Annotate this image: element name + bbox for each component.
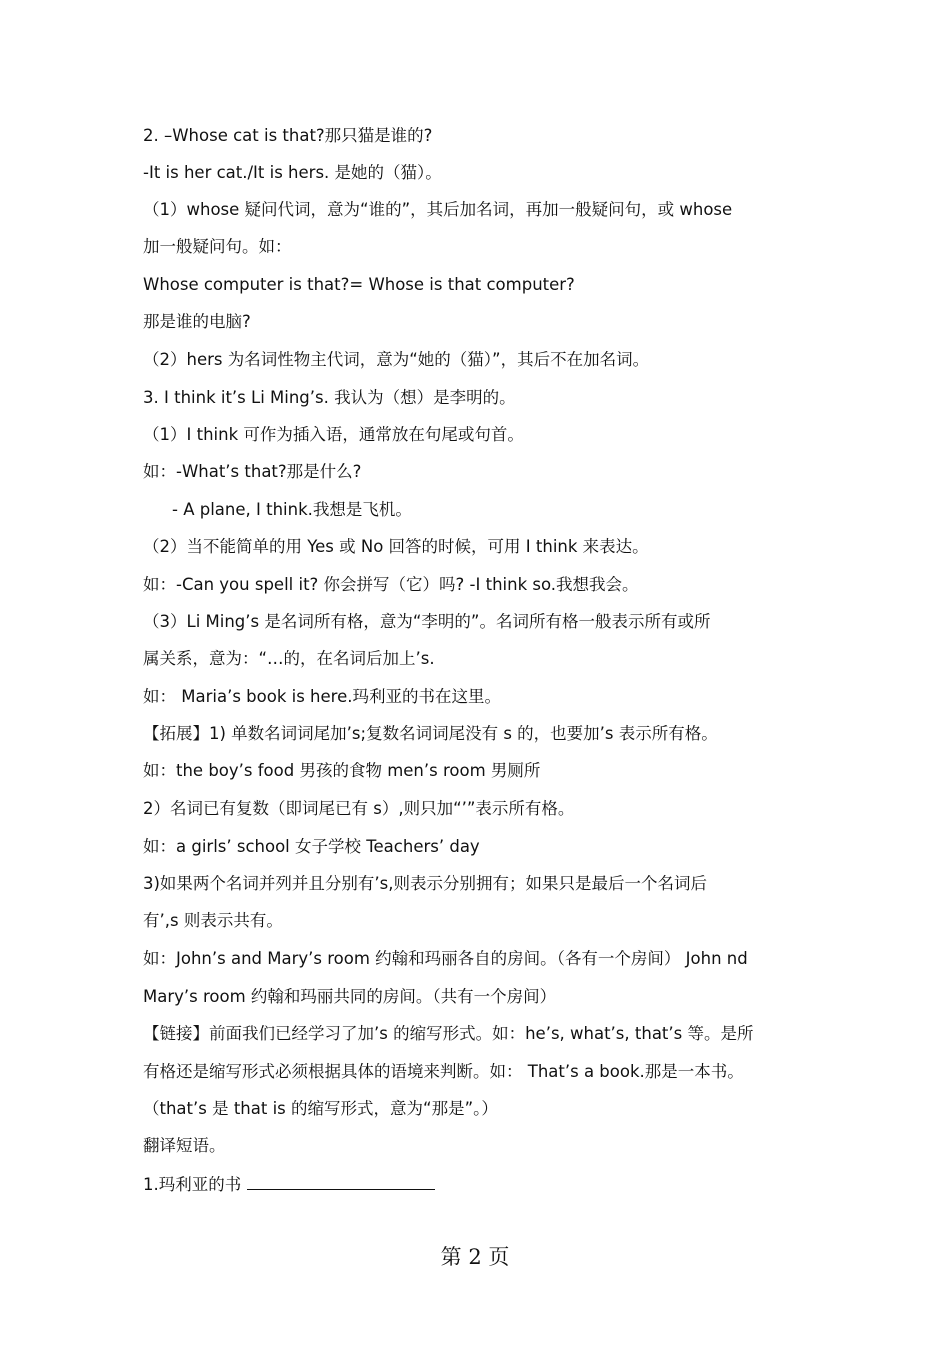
text-line: 如： Maria’s book is here.玛利亚的书在这里。	[143, 687, 501, 706]
text-line: 如：-What’s that?那是什么?	[143, 462, 362, 481]
text-line: （1）I think 可作为插入语，通常放在句尾或句首。	[143, 425, 524, 444]
text-line: 有’,s 则表示共有。	[143, 911, 283, 930]
exercise-item	[143, 1173, 808, 1196]
text-line: 那是谁的电脑?	[143, 312, 251, 331]
text-line: （1）whose 疑问代词，意为“谁的”，其后加名词，再加一般疑问句，或 whose	[143, 200, 733, 219]
text-line: 有格还是缩写形式必须根据具体的语境来判断。如： That’s a book.那是一本书。	[143, 1062, 744, 1081]
text-line: Mary’s room 约翰和玛丽共同的房间。（共有一个房间）	[143, 987, 557, 1006]
text-line: （2）hers 为名词性物主代词，意为“她的（猫）”，其后不在加名词。	[143, 350, 650, 369]
text-line: 翻译短语。	[143, 1136, 226, 1155]
text-line: 属关系，意为：“…的，在名词后加上’s.	[143, 649, 435, 668]
text-line: 【拓展】1) 单数名词词尾加’s;复数名词词尾没有 s 的，也要加’s 表示所有格。	[143, 724, 718, 743]
text-line: （that’s 是 that is 的缩写形式，意为“那是”。）	[143, 1099, 498, 1118]
text-line: 如：a girls’ school 女子学校 Teachers’ day	[143, 837, 480, 856]
page-number: 第 2 页	[440, 1245, 510, 1269]
text-line: 如：the boy’s food 男孩的食物 men’s room 男厕所	[143, 761, 541, 780]
text-line: 【链接】前面我们已经学习了加’s 的缩写形式。如：he’s, what’s, that’s 等。是所	[143, 1024, 754, 1043]
exercise-prompt: 1.玛利亚的书	[143, 1175, 242, 1194]
text-line: 2. –Whose cat is that?那只猫是谁的?	[143, 126, 433, 145]
text-line: - A plane, I think.我想是飞机。	[172, 500, 412, 519]
text-line: （2）当不能简单的用 Yes 或 No 回答的时候，可用 I think 来表达。	[143, 537, 649, 556]
text-line: Whose computer is that?= Whose is that computer?	[143, 275, 575, 294]
text-line: -It is her cat./It is hers. 是她的（猫）。	[143, 163, 442, 182]
text-line: 加一般疑问句。如：	[143, 237, 292, 256]
text-line: （3）Li Ming’s 是名词所有格，意为“李明的”。名词所有格一般表示所有或所	[143, 612, 711, 631]
text-line: 3. I think it’s Li Ming’s. 我认为（想）是李明的。	[143, 388, 516, 407]
text-line: 3)如果两个名词并列并且分别有’s,则表示分别拥有；如果只是最后一个名词后	[143, 874, 708, 893]
text-line: 2）名词已有复数（即词尾已有 s）,则只加“’”表示所有格。	[143, 799, 575, 818]
text-line: 如：-Can you spell it? 你会拼写（它）吗? -I think so.我想我会。	[143, 575, 639, 594]
text-line: 如：John’s and Mary’s room 约翰和玛丽各自的房间。（各有一个房间） John nd	[143, 949, 748, 968]
answer-blank	[247, 1173, 435, 1190]
